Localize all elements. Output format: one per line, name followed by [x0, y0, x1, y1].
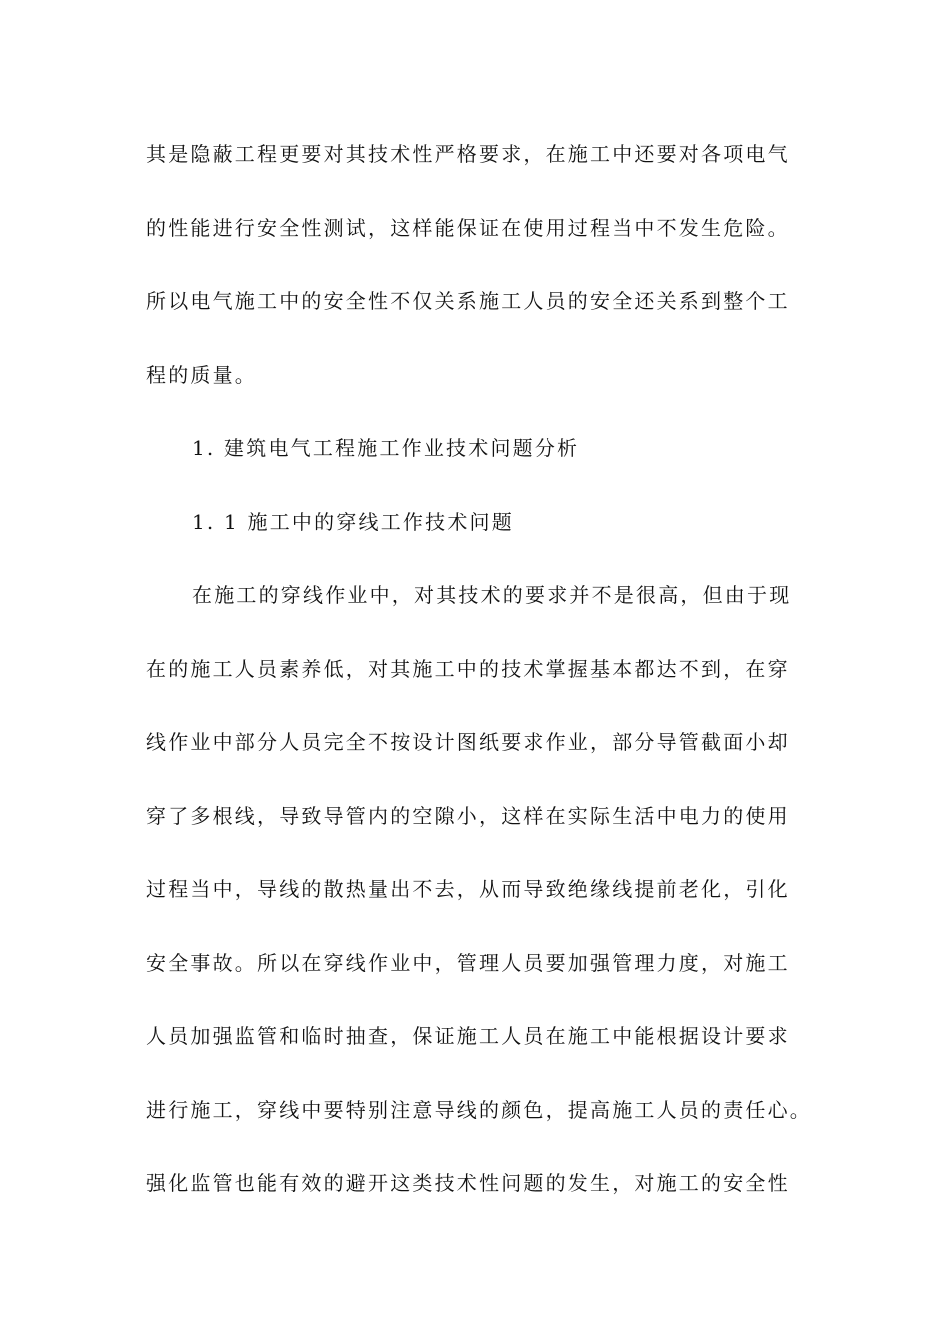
- text-line: 的性能进行安全性测试，这样能保证在使用过程当中不发生危险。: [146, 215, 790, 240]
- body-text: [146, 134, 826, 1237]
- paragraph-first-line: 在施工的穿线作业中，对其技术的要求并不是很高，但由于现: [192, 583, 792, 607]
- text-line: 所以电气施工中的安全性不仅关系施工人员的安全还关系到整个工: [146, 289, 790, 313]
- text-line: 其是隐蔽工程更要对其技术性严格要求，在施工中还要对各项电气: [146, 142, 790, 166]
- text-line: 在的施工人员素养低，对其施工中的技术掌握基本都达不到，在穿: [146, 656, 790, 681]
- text-line: 程的质量。: [146, 362, 257, 387]
- text-line: 安全事故。所以在穿线作业中，管理人员要加强管理力度，对施工: [146, 950, 790, 975]
- text-line: 强化监管也能有效的避开这类技术性问题的发生，对施工的安全性: [146, 1171, 790, 1195]
- section-heading: 1. 建筑电气工程施工作业技术问题分析: [192, 436, 580, 460]
- subsection-heading: 1. 1 施工中的穿线工作技术问题: [192, 509, 514, 534]
- text-line: 人员加强监管和临时抽查，保证施工人员在施工中能根据设计要求: [146, 1024, 790, 1048]
- text-line: 线作业中部分人员完全不按设计图纸要求作业，部分导管截面小却: [146, 730, 790, 754]
- text-line: 穿了多根线，导致导管内的空隙小，这样在实际生活中电力的使用: [146, 803, 790, 828]
- text-line: 进行施工，穿线中要特别注意导线的颜色，提高施工人员的责任心。: [146, 1097, 812, 1122]
- text-line: 过程当中，导线的散热量出不去，从而导致绝缘线提前老化，引化: [146, 877, 790, 901]
